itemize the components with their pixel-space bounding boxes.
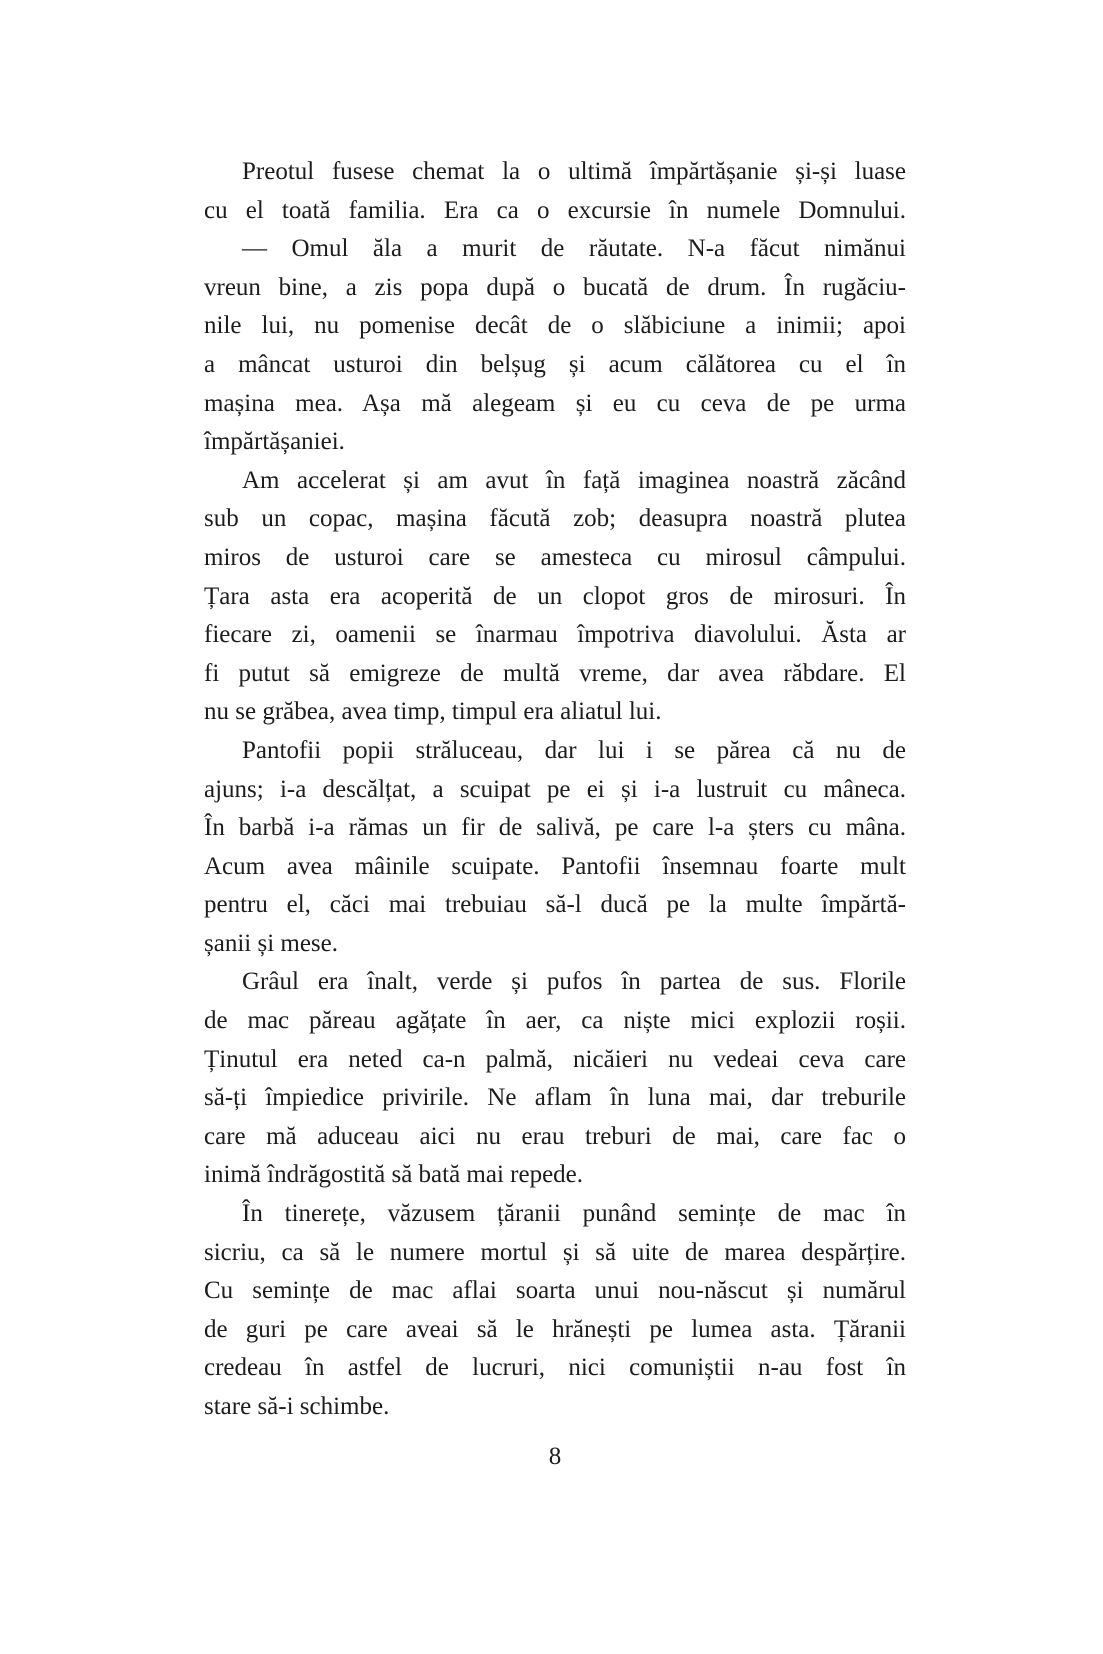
- text-line: mașina mea. Așa mă alegeam și eu cu ceva de pe urma: [204, 389, 906, 417]
- text-line: șanii și mese.: [204, 929, 339, 957]
- page-number: 8: [548, 1443, 562, 1470]
- text-line: miros de usturoi care se amesteca cu mirosul câmpului.: [204, 543, 906, 571]
- text-line: a mâncat usturoi din belșug și acum călătorea cu el în: [204, 350, 906, 378]
- paragraph: [204, 732, 906, 964]
- text-line: să-ți împiedice privirile. Ne aflam în luna mai, dar treburile: [204, 1084, 906, 1112]
- text-line: nile lui, nu pomenise decât de o slăbiciune a inimii; apoi: [204, 312, 906, 340]
- text-line: Cu semințe de mac aflai soarta unui nou-născut și numărul: [204, 1277, 906, 1305]
- text-line: sub un copac, mașina făcută zob; deasupra noastră plutea: [204, 505, 906, 533]
- text-line: sicriu, ca să le numere mortul și să uite de marea despărțire.: [204, 1238, 906, 1266]
- text-line: inimă îndrăgostită să bată mai repede.: [204, 1161, 584, 1189]
- text-line: de guri pe care aveai să le hrănești pe lumea asta. Țăranii: [204, 1315, 906, 1343]
- text-line: În barbă i-a rămas un fir de salivă, pe care l-a șters cu mâna.: [204, 814, 906, 842]
- text-line: Am accelerat și am avut în față imaginea noastră zăcând: [242, 466, 906, 494]
- text-line: Grâul era înalt, verde și pufos în partea de sus. Florile: [242, 968, 906, 996]
- text-line: În tinerețe, văzusem țăranii punând semințe de mac în: [242, 1200, 906, 1228]
- text-line: nu se grăbea, avea timp, timpul era aliatul lui.: [204, 698, 662, 726]
- text-line: împărtășaniei.: [204, 428, 345, 456]
- text-line: Ținutul era neted ca-n palmă, nicăieri nu vedeai ceva care: [204, 1045, 906, 1073]
- text-line: stare să-i schimbe.: [204, 1393, 390, 1420]
- paragraph: [204, 963, 906, 1195]
- text-line: Țara asta era acoperită de un clopot gros de mirosuri. În: [204, 582, 906, 610]
- text-line: — Omul ăla a murit de răutate. N-a făcut nimănui: [242, 235, 906, 263]
- text-line: de mac păreau agățate în aer, ca niște mici explozii roșii.: [204, 1007, 906, 1035]
- paragraph: [204, 153, 906, 230]
- text-line: fi putut să emigreze de multă vreme, dar avea răbdare. El: [204, 659, 906, 687]
- text-line: ajuns; i-a descălțat, a scuipat pe ei și i-a lustruit cu mâneca.: [204, 775, 906, 803]
- text-line: care mă aduceau aici nu erau treburi de mai, care fac o: [204, 1122, 906, 1150]
- text-line: fiecare zi, oamenii se înarmau împotriva diavolului. Ăsta ar: [204, 621, 906, 649]
- text-line: cu el toată familia. Era ca o excursie în numele Domnului.: [204, 196, 906, 224]
- text-line: Preotul fusese chemat la o ultimă împărtășanie și-și luase: [242, 158, 906, 185]
- text-line: vreun bine, a zis popa după o bucată de drum. În rugăciu-: [204, 273, 906, 301]
- paragraph: [204, 462, 906, 732]
- text-block: [204, 153, 906, 1427]
- text-line: Acum avea mâinile scuipate. Pantofii însemnau foarte mult: [204, 852, 906, 880]
- paragraph: [204, 230, 906, 462]
- text-line: pentru el, căci mai trebuiau să-l ducă pe la multe împărtă-: [204, 891, 906, 919]
- text-line: Pantofii popii străluceau, dar lui i se părea că nu de: [242, 736, 906, 764]
- paragraph: [204, 1195, 906, 1427]
- text-line: credeau în astfel de lucruri, nici comuniștii n-au fost în: [204, 1354, 906, 1382]
